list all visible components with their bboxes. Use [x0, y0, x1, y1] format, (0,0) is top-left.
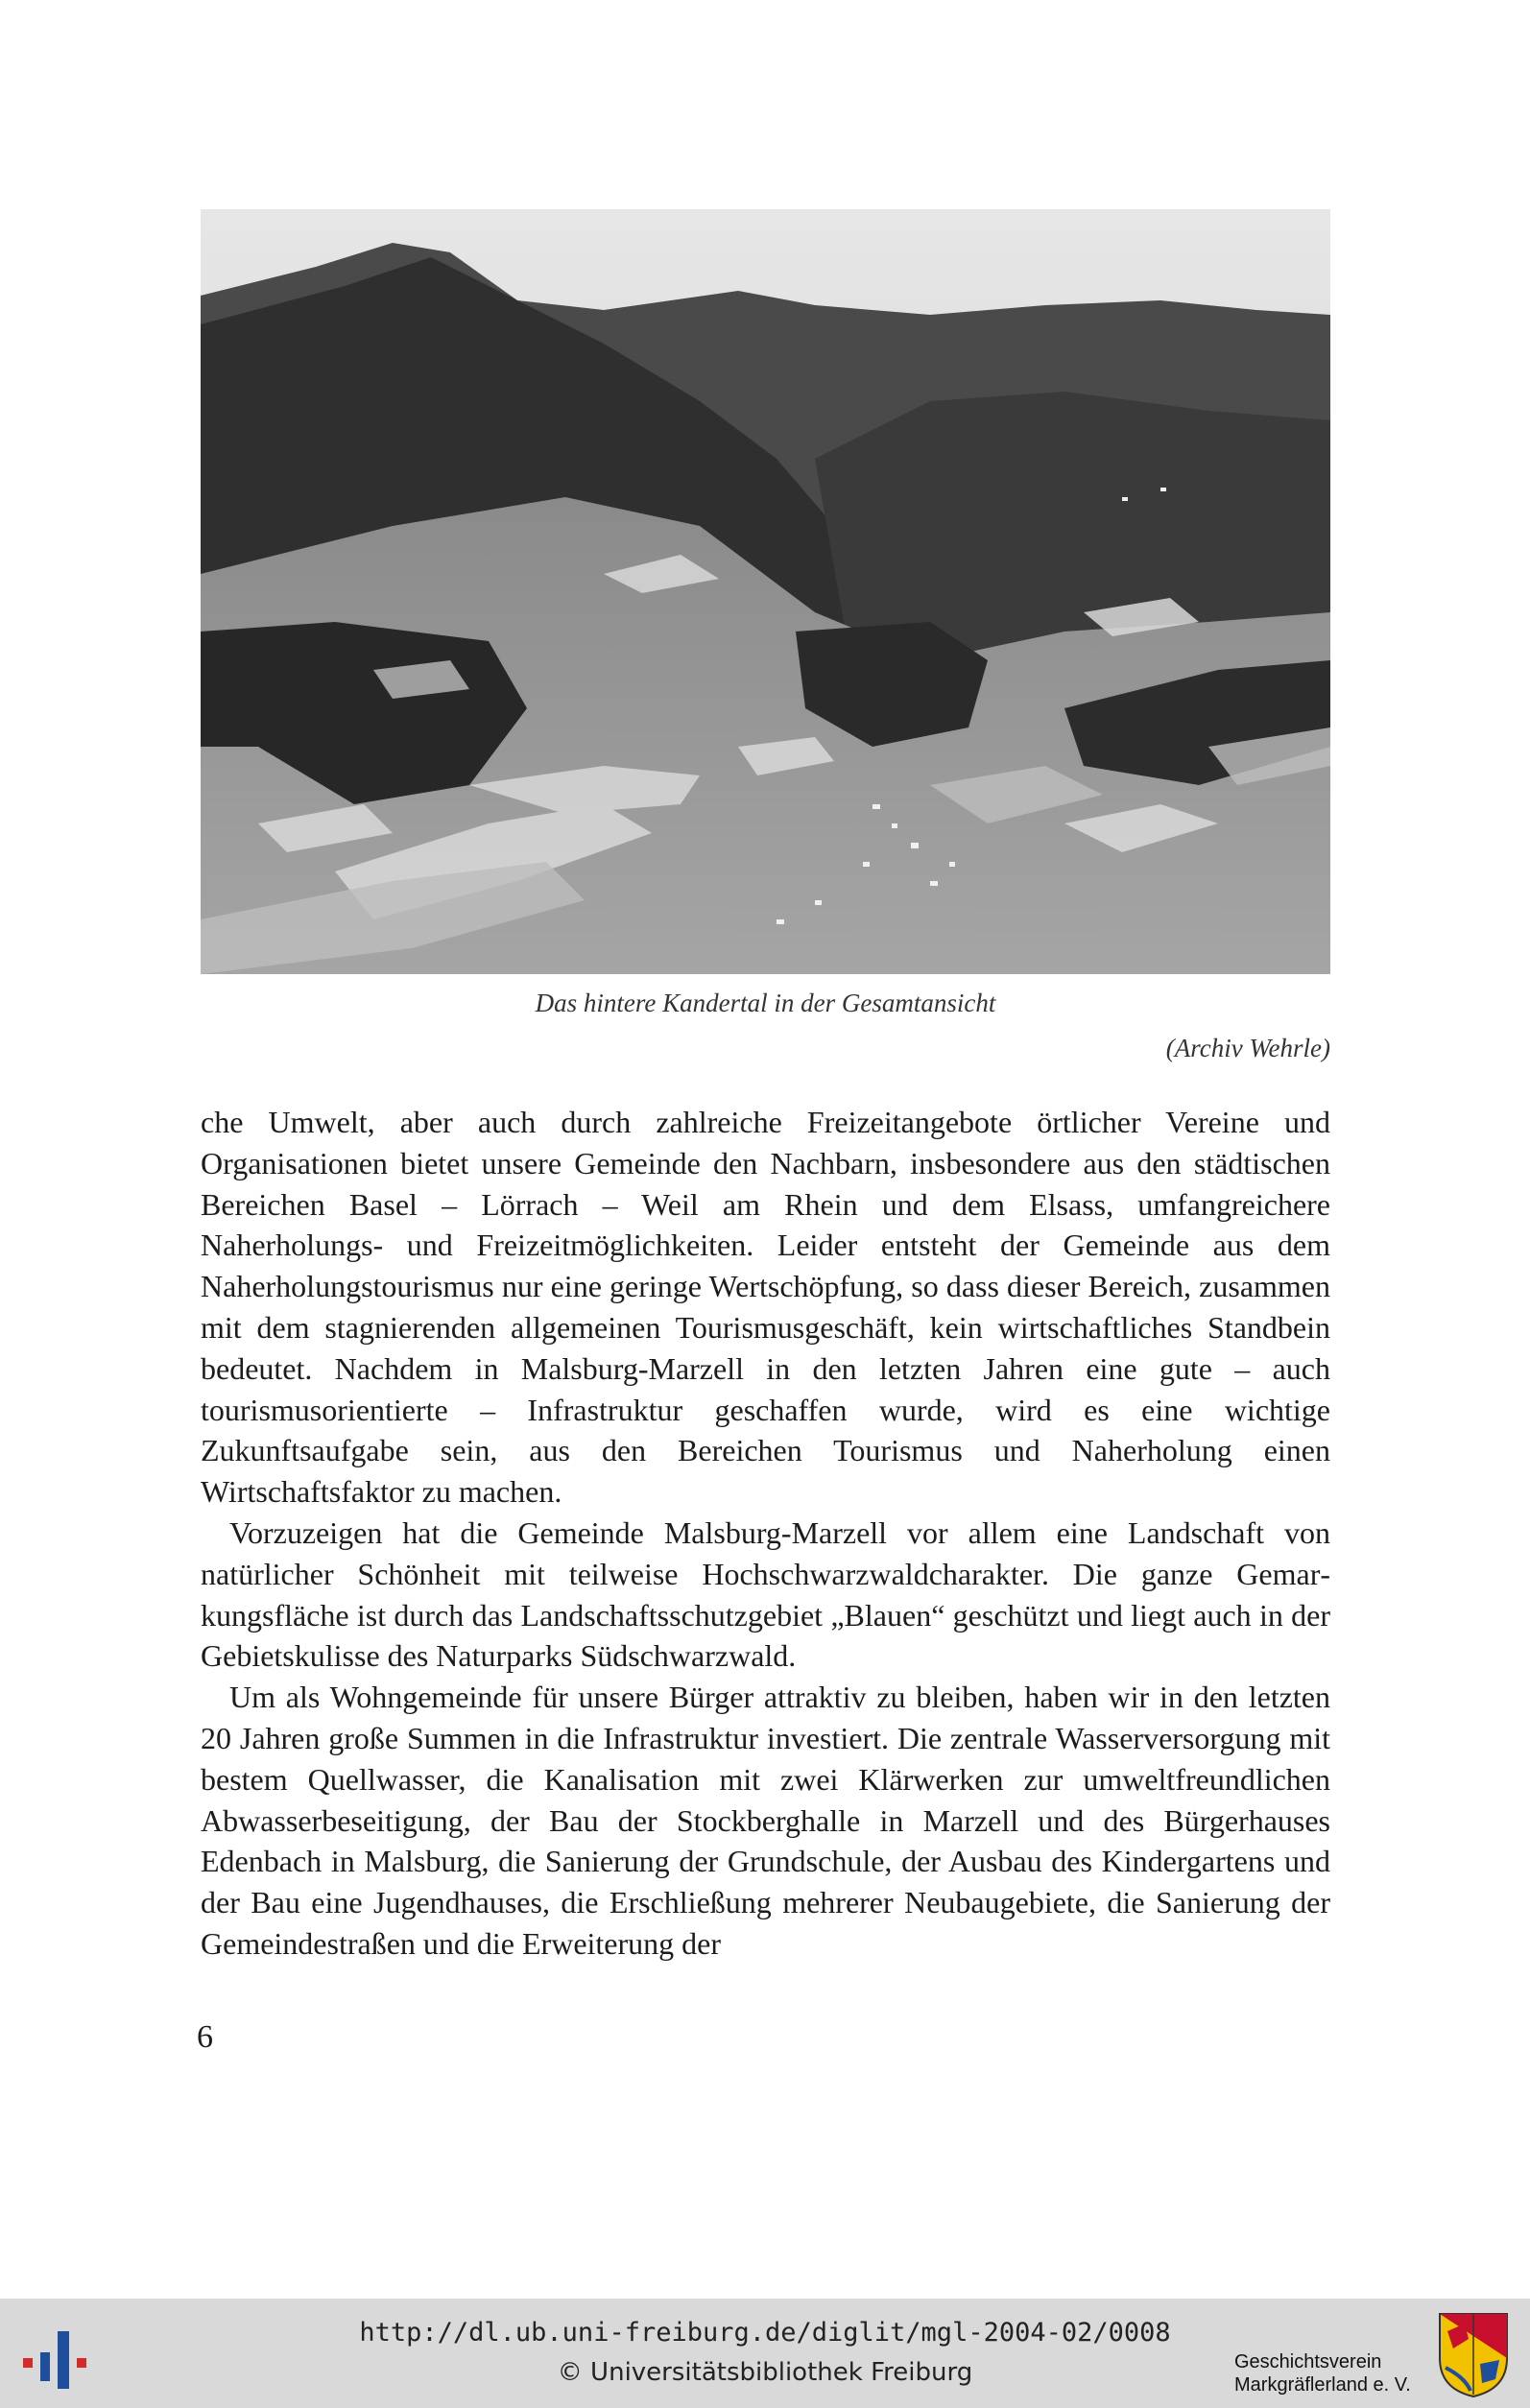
paragraph-1: che Umwelt, aber auch durch zahlreiche Freizeitangebote örtlicher Vereine und Organisationen bietet unsere Gemeinde den Nachbarn, insbesondere aus den städtischen Bereichen Basel – Lörrach – Weil am Rhein und dem Elsass, umfangreichere Naherholungs- und Freizeitmöglichkeiten. Leider entsteht der Gemeinde aus dem Naherholungstourismus nur eine geringe Wertschöpfung, so dass dieser Bereich, zusammen mit dem stagnierenden allgemeinen Tourismusgeschäft, kein wirtschaftliches Standbein bedeutet. Nachdem in Malsburg-Marzell in den letzten Jahren eine gute – auch tourismusorientierte – Infrastruktur geschaffen wurde, wird es eine wichtige Zukunftsaufgabe sein, aus den Bereichen Tourismus und Naherholung einen Wirtschaftsfaktor zu machen. [201, 1105, 1330, 1510]
society-line-2: Markgräflerland e. V. [1234, 2374, 1411, 2396]
society-line-1: Geschichtsverein [1234, 2351, 1382, 2372]
permalink[interactable]: http://dl.ub.uni-freiburg.de/diglit/mgl-2004-02/0008 [359, 2318, 1171, 2348]
figure-caption: Das hintere Kandertal in der Gesamtansicht [535, 989, 996, 1017]
photo-credit: (Archiv Wehrle) [1165, 1034, 1330, 1062]
page-number: 6 [197, 2019, 213, 2055]
paragraph-2: Vorzuzeigen hat die Gemeinde Malsburg-Marzell vor allem eine Landschaft von natürlicher Schönheit mit teilweise Hochschwarzwaldcharakter. Die ganze Gemarkungsfläche ist durch das Landschaftsschutzgebiet „Blauen“ geschützt und liegt auch in der Gebietskulisse des Naturparks Südschwarzwald. [201, 1514, 1330, 1674]
paragraph-3: Um als Wohngemeinde für unsere Bürger attraktiv zu bleiben, haben wir in den letzten 20 Jahren große Summen in die Infrastruktur investiert. Die zentrale Wasserversorgung mit bestem Quellwasser, die Kanalisation mit zwei Klärwerken zur umweltfreundlichen Abwasserbeseitigung, der Bau der Stockberghalle in Marzell und des Bürgerhauses Edenbach in Malsburg, die Sanierung der Grundschule, der Ausbau des Kindergartens und der Bau eine Jugendhauses, die Erschließung mehrerer Neubaugebiete, die Sanierung der Gemeindestraßen und die Erweiterung der [201, 1680, 1330, 1961]
footer-bar [0, 2299, 1530, 2408]
society-name [1234, 2350, 1411, 2396]
footer-copyright: © Universitätsbibliothek Freiburg [557, 2358, 973, 2387]
landscape-photo [201, 209, 1330, 974]
footer-url[interactable] [0, 2318, 1530, 2348]
body-text [201, 1102, 1330, 1965]
coat-of-arms-icon[interactable] [1436, 2310, 1511, 2398]
